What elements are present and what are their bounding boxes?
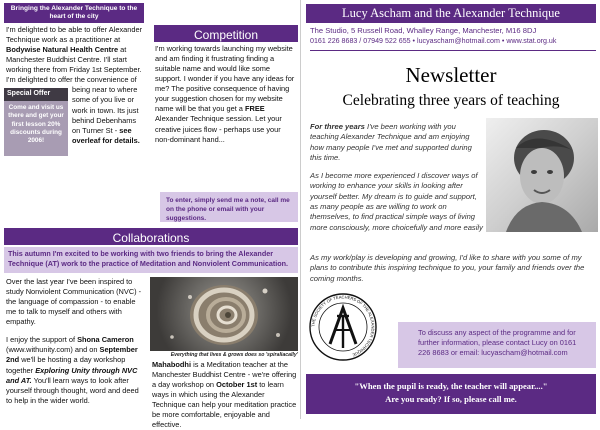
- collab-text-left: Over the last year I've been inspired to study Nonviolent Communication (NVC) - the language of compassion - to enable me to talk to myself and others with empathy. I enjoy the support of Shona Cameron (www.withunity.com) and on September 2nd we'll be hosting a day workshop together Exploring Unity through NVC and AT. You'll learn ways to look after yourself through thought, word and deed to help in the wider world.: [6, 277, 142, 405]
- contact-rule: [310, 50, 596, 51]
- newsletter-subtitle: Celebrating three years of teaching: [342, 92, 560, 109]
- competition-header: Competition: [154, 25, 298, 42]
- shell-caption: Everything that lives & grows does so 'spiraliacally': [170, 352, 298, 358]
- para-dream: As I become more experienced I discover ways of working to enhance your skills in looking after yourself better. My dream is to guide and support, as many people as are willing to work on themselves, to find practical simple ways of living more consciously, more choicefully and more easily: [310, 171, 483, 232]
- title-banner: Lucy Ascham and the Alexander Technique: [306, 4, 596, 23]
- address: The Studio, 5 Russell Road, Whalley Range, Manchester, M16 8DJ: [310, 26, 537, 35]
- special-offer-text: Come and visit us there and get your first lesson 20% discounts during 2006!: [8, 104, 64, 145]
- portrait-photo: [486, 118, 598, 232]
- stat-logo-icon: [308, 292, 378, 362]
- quote-line: "When the pupil is ready, the teacher will appear....": [354, 381, 548, 391]
- contact-line: 0161 226 8683 / 07949 522 655 • lucyascham@hotmail.com • www.stat.org.uk: [310, 37, 557, 45]
- page-fold: [300, 0, 301, 419]
- portrait-icon: [486, 118, 598, 232]
- intro-text: I'm delighted to be able to offer Alexander Technique work as a practitioner at Bodywise Natural Health Centre at Manchester Buddhist Centre. I'll start working there from Friday 1st September. I'm delighted to offer the convenience of being near to where some of you live or work in town. Its just behind Debenhams on Turner St - see overleaf for details.: [6, 25, 146, 193]
- special-offer-title: Special Offer: [4, 88, 68, 101]
- quote-banner: [306, 374, 596, 414]
- competition-text: I'm working towards launching my website and am finding it frustrating finding a suitable name and would like some support. I wonder if you have any ideas for me? The positive consequence of having your suggestion chosen for my website name will be that you get a FREE Alexander Technique session. Let your creative juices flow - perhaps use your non-dominant hand...: [155, 44, 295, 144]
- newsletter-title: Newsletter: [405, 63, 497, 87]
- shell-icon: [150, 277, 298, 351]
- collab-text-right: Mahabodhi is a Meditation teacher at the Manchester Buddhist Centre - we're offering a day workshop on October 1st to learn ways in which using the Alexander Technique can help your meditation practice be more comfortable, enjoyable and effective.: [152, 360, 297, 430]
- contact-info-box: To discuss any aspect of the programme and for further information, please contact Lucy on 0161 226 8683 or email: lucyascham@hotmail.com: [398, 322, 596, 368]
- competition-entry-box: To enter, simply send me a note, call me on the phone or email with your suggestions.: [160, 192, 298, 222]
- collaborations-header: Collaborations: [4, 228, 298, 245]
- right-page: [302, 0, 600, 419]
- stat-logo: [308, 292, 378, 362]
- logo-ring-text: THE SOCIETY OF TEACHERS OF THE ALEXANDER TECHNIQUE: [310, 294, 376, 358]
- para-plans: As my work/play is developing and growing, I'd like to share with you some of my plans to contribute this inspiring technique to you, your family and friends over the coming months.: [310, 253, 585, 283]
- quote-call-to-action: Are you ready? If so, please call me.: [385, 393, 517, 404]
- collaborations-banner: This autumn I'm excited to be working with two friends to bring the Alexander Technique (AT) work to the practice of Meditation and Nonviolent Communication.: [4, 247, 298, 273]
- intro-header: Bringing the Alexander Technique to the heart of the city: [4, 3, 144, 23]
- shell-photo: [150, 277, 298, 351]
- para-three-years: For three years I've been working with you teaching Alexander Technique and am enjoying how many people I've met and supported during this time.: [310, 122, 472, 162]
